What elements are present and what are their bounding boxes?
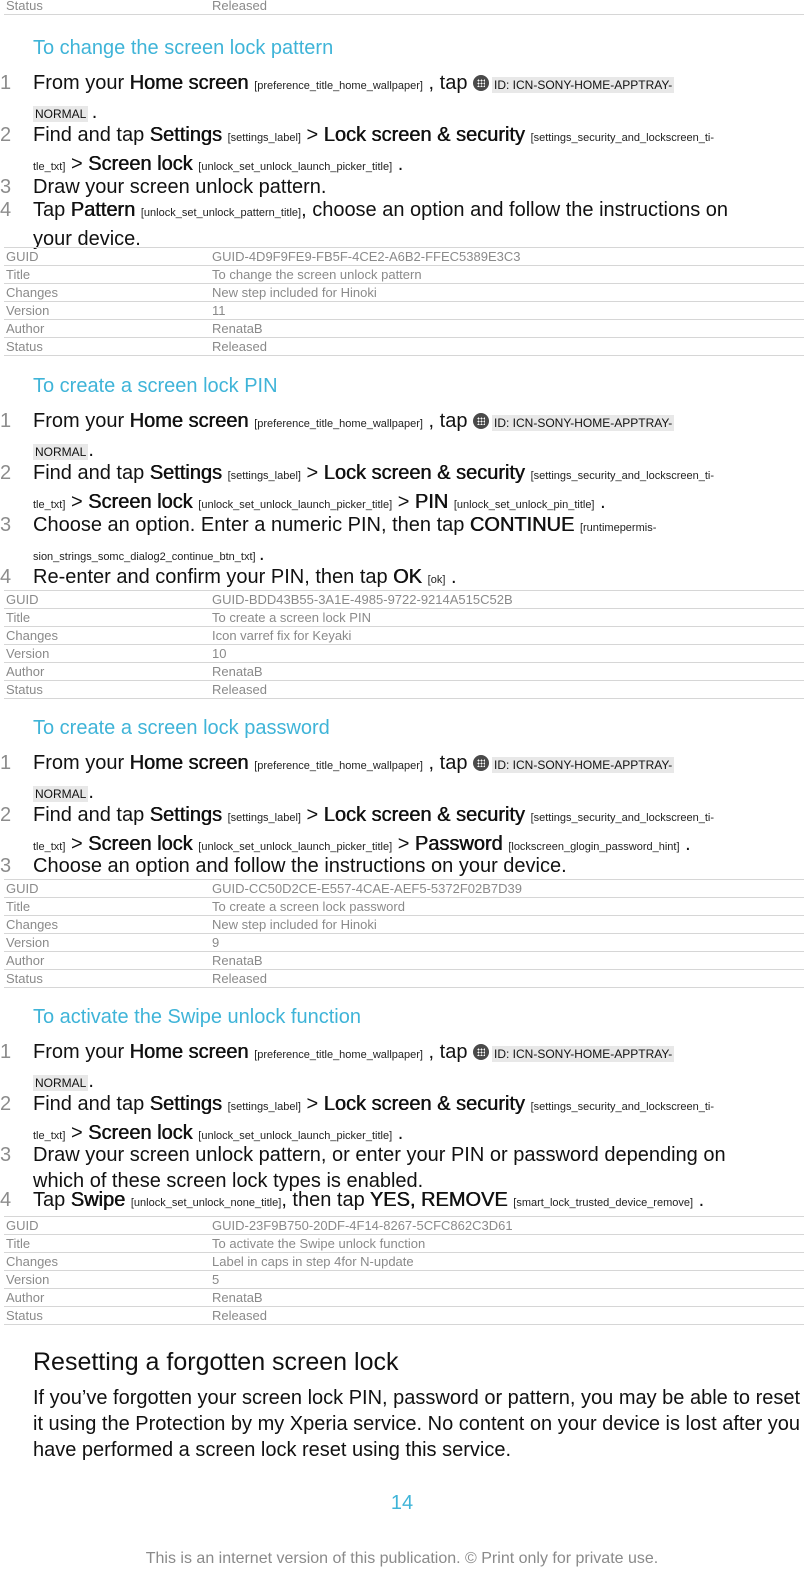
app-tray-icon — [473, 755, 489, 771]
step-number: 3 — [0, 1144, 12, 1166]
step-text: Draw your screen unlock pattern, or enter your PIN or password depending on which of these screen lock types is enabled. — [33, 1144, 726, 1192]
step-text: From your Home screen [preference_title_home_wallpaper] , tap ID: ICN-SONY-HOME-APPTRAY- NORMAL . — [33, 752, 673, 803]
app-tray-icon — [473, 75, 489, 91]
meta-table-top — [4, 0, 804, 15]
step-number: 1 — [0, 1041, 12, 1063]
step-number: 4 — [0, 566, 12, 588]
step-number: 2 — [0, 124, 12, 146]
meta-table: GUID GUID-BDD43B55-3A1E-4985-9722-9214A515C52B Title To create a screen lock PIN Changes Icon varref fix for Keyaki Version 10 Author RenataB Status Released — [4, 590, 804, 699]
meta-table: GUID GUID-4D9F9FE9-FB5F-4CE2-A6B2-FFEC5389E3C3 Title To change the screen unlock pattern Changes New step included for Hinoki Version 11 Author RenataB Status Released — [4, 247, 804, 356]
step-text: From your Home screen [preference_title_home_wallpaper] , tap ID: ICN-SONY-HOME-APPTRAY- NORMAL . — [33, 410, 673, 461]
section-heading: Resetting a forgotten screen lock — [33, 1348, 399, 1376]
step-number: 3 — [0, 176, 12, 198]
app-tray-icon — [473, 1044, 489, 1060]
footer-note: This is an internet version of this publication. © Print only for private use. — [145, 1550, 659, 1567]
step-number: 1 — [0, 72, 12, 94]
section-title: To change the screen lock pattern — [33, 37, 334, 59]
body-paragraph: If you’ve forgotten your screen lock PIN, password or pattern, you may be able to reset it using the Protection by my Xperia service. No content on your device is lost after you have performed a screen lock reset using this service. — [33, 1387, 801, 1461]
step-text: Find and tap Settings [settings_label] > Lock screen & security [settings_security_and_lockscreen_ti- tle_txt] > Screen lock [unlock_set_unlock_launch_picker_title] . — [33, 1093, 714, 1144]
step-number: 1 — [0, 410, 12, 432]
step-number: 2 — [0, 804, 12, 826]
step-number: 3 — [0, 514, 12, 536]
step-number: 2 — [0, 462, 12, 484]
step-text: Choose an option. Enter a numeric PIN, then tap CONTINUE [runtimepermis- sion_strings_somc_dialog2_continue_btn_txt] . — [33, 514, 657, 565]
step-number: 3 — [0, 855, 12, 877]
meta-table: GUID GUID-CC50D2CE-E557-4CAE-AEF5-5372F02B7D39 Title To create a screen lock password Changes New step included for Hinoki Version 9 Author RenataB Status Released — [4, 879, 804, 988]
meta-table: GUID GUID-23F9B750-20DF-4F14-8267-5CFC862C3D61 Title To activate the Swipe unlock function Changes Label in caps in step 4for N-update Version 5 Author RenataB Status Released — [4, 1216, 804, 1325]
step-text: From your Home screen [preference_title_home_wallpaper] , tap ID: ICN-SONY-HOME-APPTRAY- NORMAL . — [33, 72, 673, 123]
step-text: Find and tap Settings [settings_label] > Lock screen & security [settings_security_and_lockscreen_ti- tle_txt] > Screen lock [unlock_set_unlock_launch_picker_title] . — [33, 124, 714, 175]
step-number: 4 — [0, 199, 12, 221]
step-text: Tap Swipe [unlock_set_unlock_none_title], then tap YES, REMOVE [smart_lock_trusted_device_remove] . — [33, 1189, 705, 1211]
step-text: Re-enter and confirm your PIN, then tap OK [ok] . — [33, 566, 457, 588]
meta-row — [4, 0, 804, 15]
step-text: From your Home screen [preference_title_home_wallpaper] , tap ID: ICN-SONY-HOME-APPTRAY- NORMAL . — [33, 1041, 673, 1092]
section-title: To create a screen lock PIN — [33, 375, 278, 397]
step-text: Tap Pattern [unlock_set_unlock_pattern_title], choose an option and follow the instructions on your device. — [33, 199, 729, 250]
home-screen-label: Home screen — [129, 72, 249, 94]
app-tray-icon — [473, 413, 489, 429]
step-number: 1 — [0, 752, 12, 774]
step-text: Find and tap Settings [settings_label] > Lock screen & security [settings_security_and_lockscreen_ti- tle_txt] > Screen lock [unlock_set_unlock_launch_picker_title] > PIN [unlock_set_unlock_pin_title] . — [33, 462, 714, 513]
page-number: 14 — [390, 1492, 414, 1514]
step-number: 4 — [0, 1189, 12, 1211]
section-title: To create a screen lock password — [33, 717, 330, 739]
meta-value: Released — [212, 0, 267, 13]
meta-key: Status — [6, 0, 43, 13]
step-text: Find and tap Settings [settings_label] > Lock screen & security [settings_security_and_lockscreen_ti- tle_txt] > Screen lock [unlock_set_unlock_launch_picker_title] > Password [lockscreen_glogin_password_hint] . — [33, 804, 714, 855]
step-text: Draw your screen unlock pattern. — [33, 176, 327, 198]
step-text: Choose an option and follow the instructions on your device. — [33, 855, 567, 877]
section-title: To activate the Swipe unlock function — [33, 1006, 361, 1028]
step-number: 2 — [0, 1093, 12, 1115]
